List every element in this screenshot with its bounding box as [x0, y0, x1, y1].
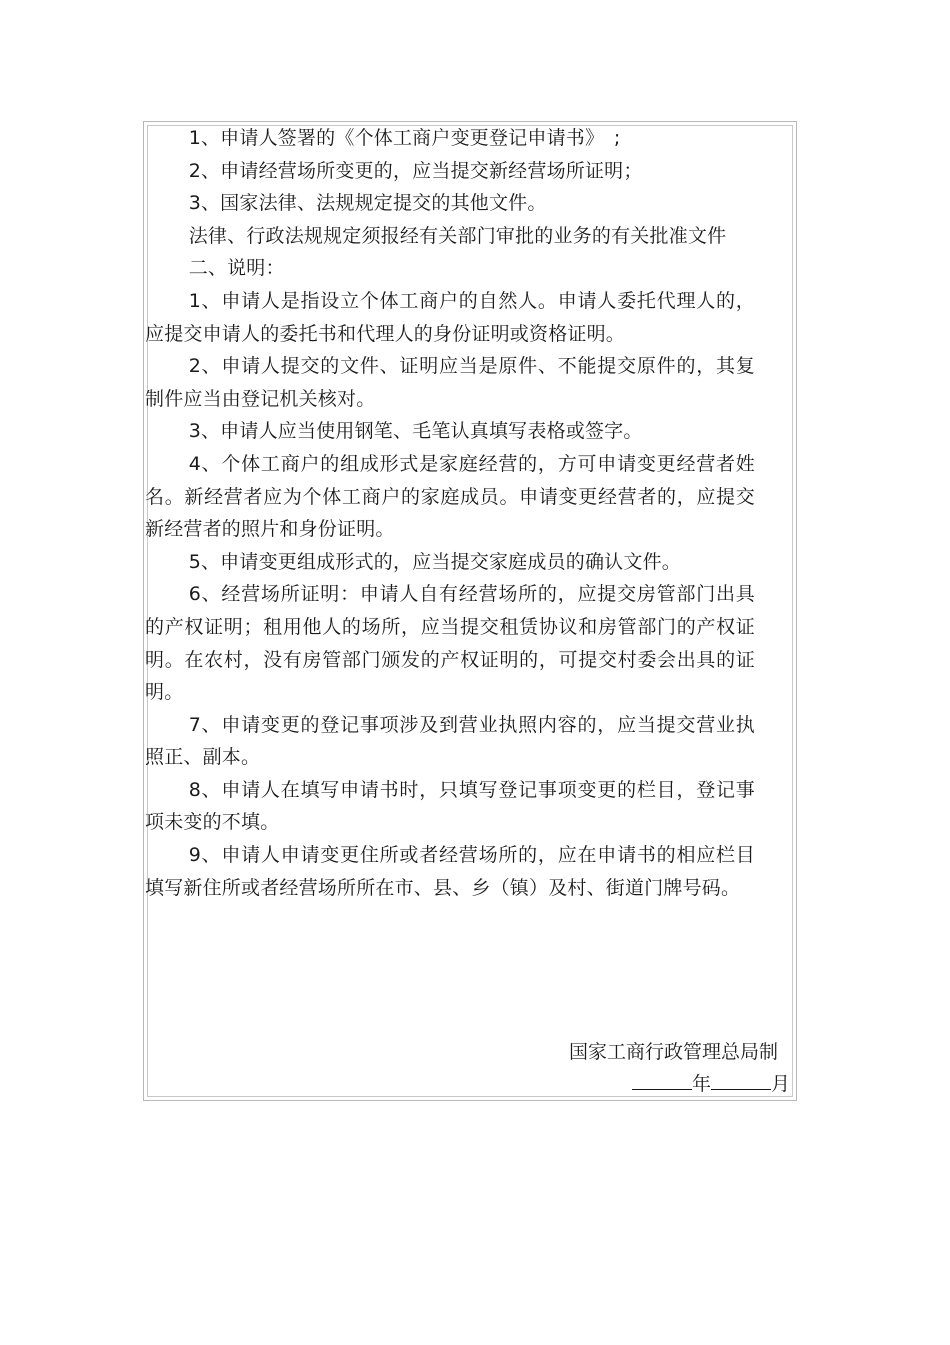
month-blank	[711, 1069, 771, 1090]
month-label: 月	[770, 1073, 790, 1095]
note-8: 8、申请人在填写申请书时，只填写登记事项变更的栏目，登记事项未变的不填。	[145, 778, 755, 834]
date-line	[632, 1068, 790, 1100]
year-blank	[632, 1069, 692, 1090]
note-9: 9、申请人申请变更住所或者经营场所的，应在申请书的相应栏目填写新住所或者经营场所所在市、县、乡（镇）及村、街道门牌号码。	[145, 844, 755, 899]
year-label: 年	[691, 1073, 711, 1095]
item-approval-note: 法律、行政法规规定须报经有关部门审批的业务的有关批准文件	[188, 224, 727, 247]
note-1: 1、申请人是指设立个体工商户的自然人。申请人委托代理人的，应提交申请人的委托书和代理人的身份证明或资格证明。	[145, 289, 755, 345]
note-2: 2、申请人提交的文件、证明应当是原件、不能提交原件的，其复制件应当由登记机关核对。	[145, 355, 755, 410]
note-6: 6、经营场所证明：申请人自有经营场所的，应提交房管部门出具的产权证明；租用他人的场所，应当提交租赁协议和房管部门的产权证明。在农村，没有房管部门颁发的产权证明的，可提交村委会出具的证明。	[145, 583, 755, 704]
note-3: 3、申请人应当使用钢笔、毛笔认真填写表格或签字。	[188, 420, 643, 443]
item-3: 3、国家法律、法规规定提交的其他文件。	[188, 192, 547, 215]
note-4: 4、个体工商户的组成形式是家庭经营的，方可申请变更经营者姓名。新经营者应为个体工商户的家庭成员。申请变更经营者的，应提交新经营者的照片和身份证明。	[145, 452, 755, 541]
item-1: 1、申请人签署的《个体工商户变更登记申请书》 ;	[188, 127, 621, 149]
section-heading-notes: 二、说明：	[188, 257, 285, 280]
note-7: 7、申请变更的登记事项涉及到营业执照内容的，应当提交营业执照正、副本。	[145, 713, 755, 769]
document-body	[145, 122, 755, 904]
item-2: 2、申请经营场所变更的，应当提交新经营场所证明；	[188, 159, 643, 182]
note-5: 5、申请变更组成形式的，应当提交家庭成员的确认文件。	[188, 550, 681, 573]
issuing-authority: 国家工商行政管理总局制	[568, 1041, 778, 1063]
